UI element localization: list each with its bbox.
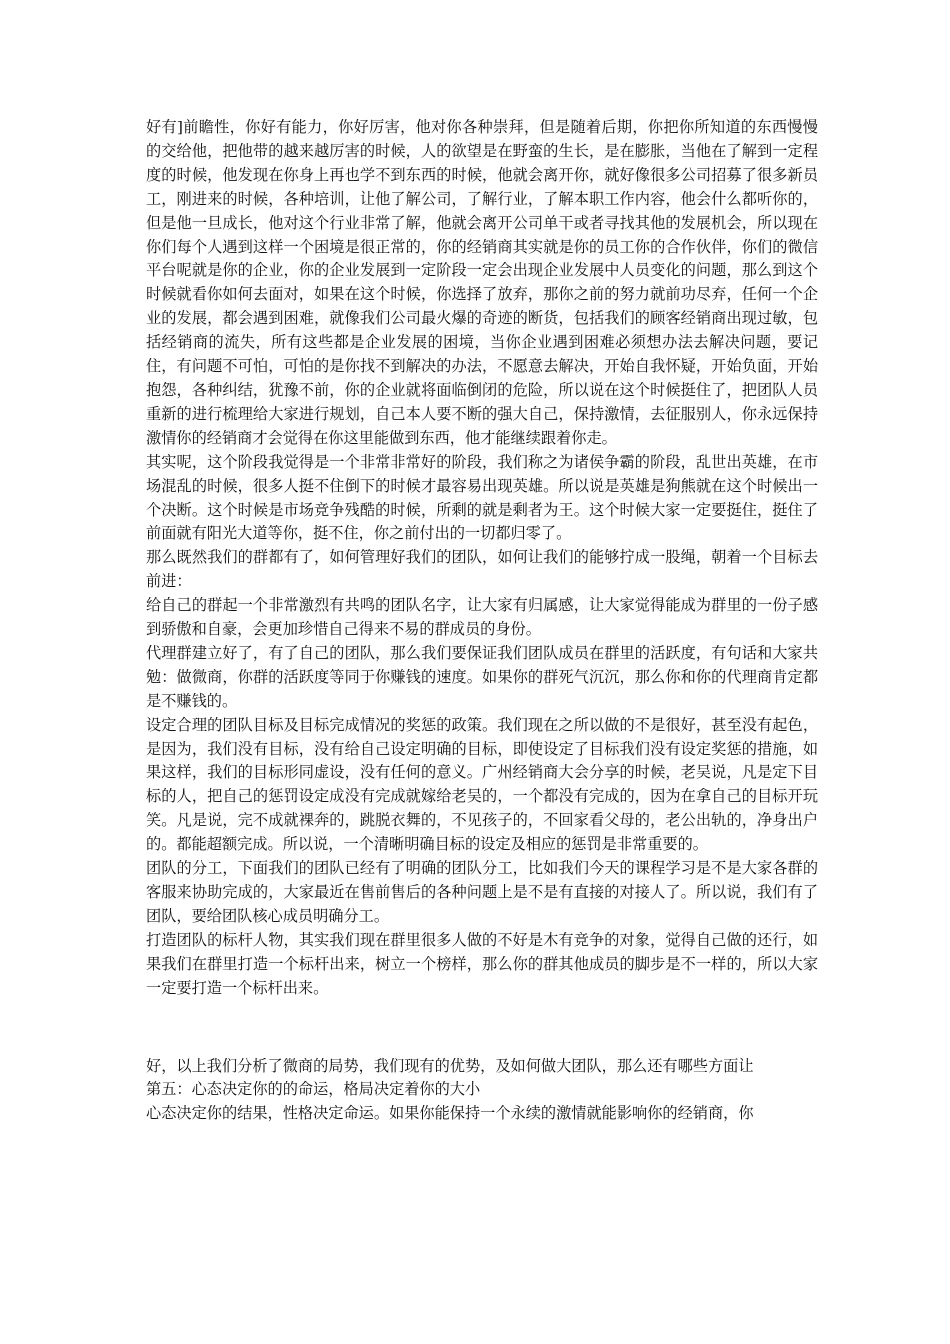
paragraph-goals-rewards: 设定合理的团队目标及目标完成情况的奖惩的政策。我们现在之所以做的不是很好，甚至没有起色，是因为，我们没有目标，没有给自己设定明确的目标，即使设定了目标我们没有设定奖惩的措施，如果这样，我们的目标形同虚设，没有任何的意义。广州经销商大会分享的时候，老吴说，凡是定下目标的人，把自己的惩罚设定成没有完成就嫁给老吴的，一个都没有完成的，因为在拿自己的目标开玩笑。凡是说，完不成就裸奔的，跳脱衣舞的，不见孩子的，不回家看父母的，老公出轨的，净身出户的。都能超额完成。所以说，一个清晰明确目标的设定及相应的惩罚是非常重要的。 (146, 715, 818, 854)
paragraph-team-name: 给自己的群起一个非常激烈有共鸣的团队名字，让大家有归属感，让大家觉得能成为群里的一份子感到骄傲和自豪，会更加珍惜自己得来不易的群成员的身份。 (146, 596, 818, 639)
document-body (146, 116, 818, 1126)
paragraph-hero-stage: 其实呢，这个阶段我觉得是一个非常非常好的阶段，我们称之为诸侯争霸的阶段，乱世出英雄，在市场混乱的时候，很多人挺不住倒下的时候才最容易出现英雄。所以说是英雄是狗熊就在这个时候出一个决断。这个时候是市场竞争残酷的时候，所剩的就是剩者为王。这个时候大家一定要挺住，挺住了前面就有阳光大道等你，挺不住，你之前付出的一切都归零了。 (146, 452, 818, 543)
paragraph-division-of-labor: 团队的分工，下面我们的团队已经有了明确的团队分工，比如我们今天的课程学习是不是大家各群的客服来协助完成的，大家最近在售前售后的各种问题上是不是有直接的对接人了。所以说，我们有了团队，要给团队核心成员明确分工。 (146, 859, 818, 925)
paragraph-group-activity: 代理群建立好了，有了自己的团队，那么我们要保证我们团队成员在群里的活跃度，有句话和大家共勉：做微商，你群的活跃度等同于你赚钱的速度。如果你的群死气沉沉，那么你和你的代理商肯定都是不赚钱的。 (146, 643, 818, 710)
paragraph-team-growth: 好有]前瞻性，你好有能力，你好厉害，他对你各种崇拜，但是随着后期，你把你所知道的东西慢慢的交给他，把他带的越来越厉害的时候，人的欲望是在野蛮的生长，是在膨胀，当他在了解到一定程度的时候，他发现在你身上再也学不到东西的时候，他就会离开你，就好像很多公司招募了很多新员工，刚进来的时候，各种培训，让他了解公司，了解行业，了解本职工作内容，他会什么都听你的，但是他一旦成长，他对这个行业非常了解，他就会离开公司单干或者寻找其他的发展机会，所以现在你们每个人遇到这样一个困境是很正常的，你的经销商其实就是你的员工你的合作伙伴，你们的微信平台呢就是你的企业，你的企业发展到一定阶段一定会出现企业发展中人员变化的问题，那么到这个时候就看你如何去面对，如果在这个时候，你选择了放弃，那你之前的努力就前功尽弃，任何一个企业的发展，都会遇到困难，就像我们公司最火爆的奇迹的断货，包括我们的顾客经销商出现过敏，包括经销商的流失，所有这些都是企业发展的困境，当你企业遇到困难必须想办法去解决问题，要记住，有问题不可怕，可怕的是你找不到解决的办法，不愿意去解决，开始自我怀疑，开始负面，开始抱怨，各种纠结，犹豫不前，你的企业就将面临倒闭的危险，所以说在这个时候挺住了，把团队人员重新的进行梳理给大家进行规划，自己本人要不断的强大自己，保持激情，去征服别人，你永远保持激情你的经销商才会觉得在你这里能做到东西，他才能继续跟着你走。 (146, 118, 818, 447)
section-five-heading: 第五：心态决定你的的命运，格局决定着你的大小 (146, 1080, 481, 1099)
section-spacer (146, 1001, 818, 1055)
paragraph-benchmark-member: 打造团队的标杆人物，其实我们现在群里很多人做的不好是木有竞争的对象，觉得自己做的还行，如果我们在群里打造一个标杆出来，树立一个榜样，那么你的群其他成员的脚步是不一样的，所以大家一定要打造一个标杆出来。 (146, 930, 818, 997)
closing-mindset-line: 心态决定你的结果，性格决定命运。如果你能保持一个永续的激情就能影响你的经销商，你 (146, 1104, 754, 1123)
closing-summary-line: 好，以上我们分析了微商的局势，我们现有的优势，及如何做大团队，那么还有哪些方面让 (146, 1056, 754, 1075)
paragraph-manage-team: 那么既然我们的群都有了，如何管理好我们的团队，如何让我们的能够拧成一股绳，朝着一个目标去前进： (146, 548, 818, 591)
